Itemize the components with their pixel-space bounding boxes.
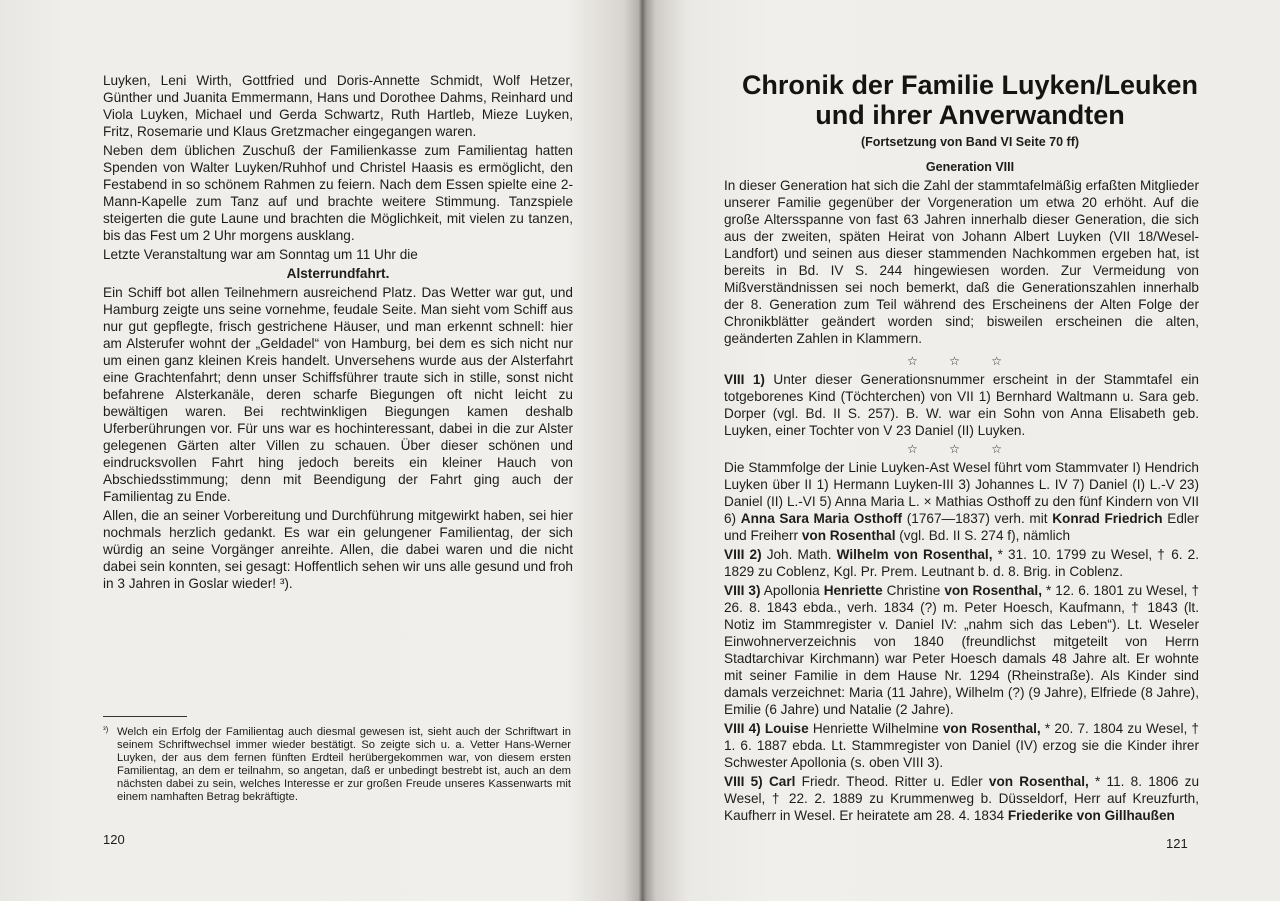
entry-viii-2 [724,546,1199,580]
right-page [643,0,1280,901]
person-name: Konrad Friedrich [1052,511,1163,526]
person-name: Friederike von Gillhaußen [1007,808,1175,823]
paragraph: Letzte Veranstaltung war am Sonntag um 11 Uhr die [103,247,418,262]
person-name: Wilhelm von Rosenthal, [836,547,993,562]
person-name: von Rosenthal [801,528,896,543]
entry-label: VIII 5) [724,774,763,789]
footnote-divider [103,716,187,717]
entry-text: Friedr. Theod. Ritter u. Edler [801,774,983,789]
entry-viii-1 [724,371,1199,439]
closing-paragraph [103,507,573,592]
person-name: Carl [768,774,796,789]
entry-text: Henriette Wilhelmine [812,721,939,736]
intro-paragraph: In dieser Generation hat sich die Zahl der stammtafelmäßig erfaßten Mitglieder unserer Familie gegenüber der Vorgeneration um etwa 20 erhöht. Auf die große Altersspanne von fast 63 Jahren innerhalb dieser Generation, die sich aus der zweiten, späten Heirat von Johann Albert Luyken (VII 18/Wesel-Landfort) und seinen aus dieser stammenden Nachkommen ergeben hat, ist bereits in Bd. IV S. 244 hingewiesen worden. Zur Vermeidung von Mißverständnissen sei noch bemerkt, daß die Generationszahlen innerhalb der 8. Generation zum Teil während des Erscheinens der Alten Folge der Chronikblätter geändert worden sind; bisweilen erscheinen die alten, geänderten Zahlen in Klammern. [724,178,1199,346]
stammfolge-text: Edler und Freiherr [724,511,1200,543]
entry-label: VIII 2) [724,547,762,562]
left-text-column [103,72,573,594]
separator-stars: ☆ ☆ ☆ [907,354,1016,368]
separator-stars: ☆ ☆ ☆ [907,442,1016,456]
person-name: von Rosenthal, [988,774,1089,789]
generation-heading: Generation VIII [925,160,1015,174]
page-number-right: 121 [1166,836,1188,851]
closing-text: Allen, die an seiner Vorbereitung und Durchführung mitgewirkt haben, sei hier nochmals herzlich gedankt. Es war ein gelungener Familientag, der sich würdig an seine Vorgänger anreihte. Allen, die dabei waren und die nicht dabei sein konnten, sei gesagt: Hoffentlich sehen wir uns alle gesund und froh in 3 Jahren in Goslar wieder! [103,508,573,591]
person-name: von Rosenthal, [942,721,1041,736]
entry-viii-3 [724,582,1199,718]
footnote [103,726,571,803]
stammfolge-text: Die Stammfolge der Linie Luyken-Ast Wesel führt vom Stammvater I) Hendrich Luyken über II 1) Hermann Luyken-III 3) Johannes L. IV 7) Daniel (I) L.-V 23) Daniel (II) L.-VI 5) Anna Maria L. × Mathias Osthoff zu den fünf Kindern von VII 6) [724,460,1199,526]
entry-label: VIII 4) [724,721,761,736]
entry-text: * 20. 7. 1804 zu Wesel, † 1. 6. 1887 ebda. Lt. Stammregister von Daniel (IV) erzog sie die Kinder ihrer Schwester Apollonia (s. oben VIII 3). [724,721,1199,770]
entry-viii-4 [724,720,1199,771]
person-name: Louise [764,721,809,736]
chapter-subtitle: (Fortsetzung von Band VI Seite 70 ff) [860,135,1080,149]
stammfolge-text: (vgl. Bd. II S. 274 f), nämlich [899,528,1071,543]
right-text-column [724,177,1199,826]
entry-viii-5 [724,773,1199,824]
entry-label: VIII 3) [724,583,761,598]
entry-text: Joh. Math. [766,547,832,562]
paragraph: Luyken, Leni Wirth, Gottfried und Doris-Annette Schmidt, Wolf Hetzer, Günther und Juanita Emmermann, Hans und Dorothee Dahms, Reinhard und Viola Luyken, Michael und Gerda Schwartz, Ruth Hartleb, Mieze Luyken, Fritz, Rosemarie und Klaus Gretzmacher eingegangen waren. [103,73,573,139]
stammfolge-paragraph [724,459,1199,544]
entry-label: VIII 1) [724,372,765,387]
page-number-left: 120 [103,832,125,847]
book-gutter [638,0,647,901]
title-line-1: Chronik der Familie Luyken/Leuken [741,70,1199,100]
stammfolge-text: (1767—1837) verh. mit [906,511,1048,526]
paragraph: Neben dem üblichen Zuschuß der Familienkasse zum Familientag hatten Spenden von Walter Luyken/Ruhhof und Christel Haasis es ermöglicht, den Festabend in so schönem Rahmen zu feiern. Nach dem Essen spielte eine 2-Mann-Kapelle zum Tanz auf und brachte weitere Stimmung. Tanzspiele steigerten die gute Laune und brachten die Möglichkeit, mit vielen zu tanzen, bis das Fest um 2 Uhr morgens ausklang. [103,143,573,243]
footnote-reference: ³). [279,576,293,591]
entry-text: * 12. 6. 1801 zu Wesel, † 26. 8. 1843 ebda., verh. 1834 (?) m. Peter Hoesch, Kaufmann, † 1843 (lt. Notiz im Stammregister v. Daniel IV: „nahm sich das Leben“). Lt. Weseler Einwohnerverzeichnis von 1840 (freundlichst mitgeteilt von Herrn Stadtarchivar Kirchmann) war Peter Hoesch damals 48 Jahre alt. Er wohnte mit seiner Familie in dem Hause Nr. 1294 (Rheinstraße). Als Kinder sind damals verzeichnet: Maria (11 Jahre), Wilhelm (?) (9 Jahre), Elfriede (8 Jahre), Emilie (6 Jahre) und Natalie (2 Jahre). [724,583,1200,717]
footnote-text: Welch ein Erfolg der Familientag auch diesmal gewesen ist, sieht auch der Schriftwart in seinem Schriftwechsel immer wieder bestätigt. So zeigte sich u. a. Vetter Hans-Werner Luyken, der aus dem fernen fünften Erdteil herübergekommen war, von diesem ersten Familientag, an dem er teilnahm, so angetan, daß er unbedingt bestrebt ist, auch an dem nächsten dabei zu sein, welches Interesse er zur großen Freude unseres Kassenwarts mit einem namhaften Betrag bekräftigte. [117,726,571,803]
entry-text: * 31. 10. 1799 zu Wesel, † 6. 2. 1829 zu Coblenz, Kgl. Pr. Prem. Leutnant b. d. 8. Brig. in Coblenz. [724,547,1200,579]
title-line-2: und ihrer Anverwandten [815,100,1125,130]
footnote-marker: ³) [103,725,109,734]
person-name: Anna Sara Maria Osthoff [740,511,903,526]
person-name: von Rosenthal, [944,583,1042,598]
entry-text: Christine [886,583,941,598]
person-name: Henriette [823,583,883,598]
entry-text: Unter dieser Generationsnummer erscheint in der Stammtafel ein totgeborenes Kind (Töchterchen) von VII 1) Bernhard Waltmann u. Sara geb. Dorper (vgl. Bd. II S. 257). B. W. war ein Sohn von Anna Elisabeth geb. Luyken, einer Tochter von V 23 Daniel (II) Luyken. [724,372,1199,438]
entry-text: Apollonia [763,583,820,598]
paragraph: Ein Schiff bot allen Teilnehmern ausreichend Platz. Das Wetter war gut, und Hamburg zeigte uns seine vornehme, feudale Seite. Man sieht vom Schiff aus nur gut gepflegte, frisch gestrichene Häuser, und man erkennt schnell: hier am Alsterufer wohnt der „Geldadel“ von Hamburg, bei dem es sich nicht nur um einen ganz kleinen Kreis handelt. Unversehens wurde aus der Alsterfahrt eine Grachtenfahrt; denn unser Schiffsführer traute sich in stille, sonst nicht befahrene Alsterkanäle, deren scharfe Biegungen oft nicht leicht zu bewältigen waren. Bei rechtwinkligen Biegungen kamen deshalb Uferberührungen vor. Für uns war es hochinteressant, dabei in die zur Alster gelegenen Gärten alter Villen zu schauen. Über dieser schönen und eindrucksvollen Fahrt hing jedoch bereits ein kleiner Hauch von Abschiedsstimmung; denn mit Beendigung der Fahrt ging auch der Familientag zu Ende. [103,285,573,504]
section-heading: Alsterrundfahrt. [286,266,390,281]
entry-text: * 11. 8. 1806 zu Wesel, † 22. 2. 1889 zu Krummenweg b. Düsseldorf, Herr auf Kreuzfurth, Kaufherr in Wesel. Er heiratete am 28. 4. 1834 [724,774,1200,823]
chapter-title [705,70,1235,130]
